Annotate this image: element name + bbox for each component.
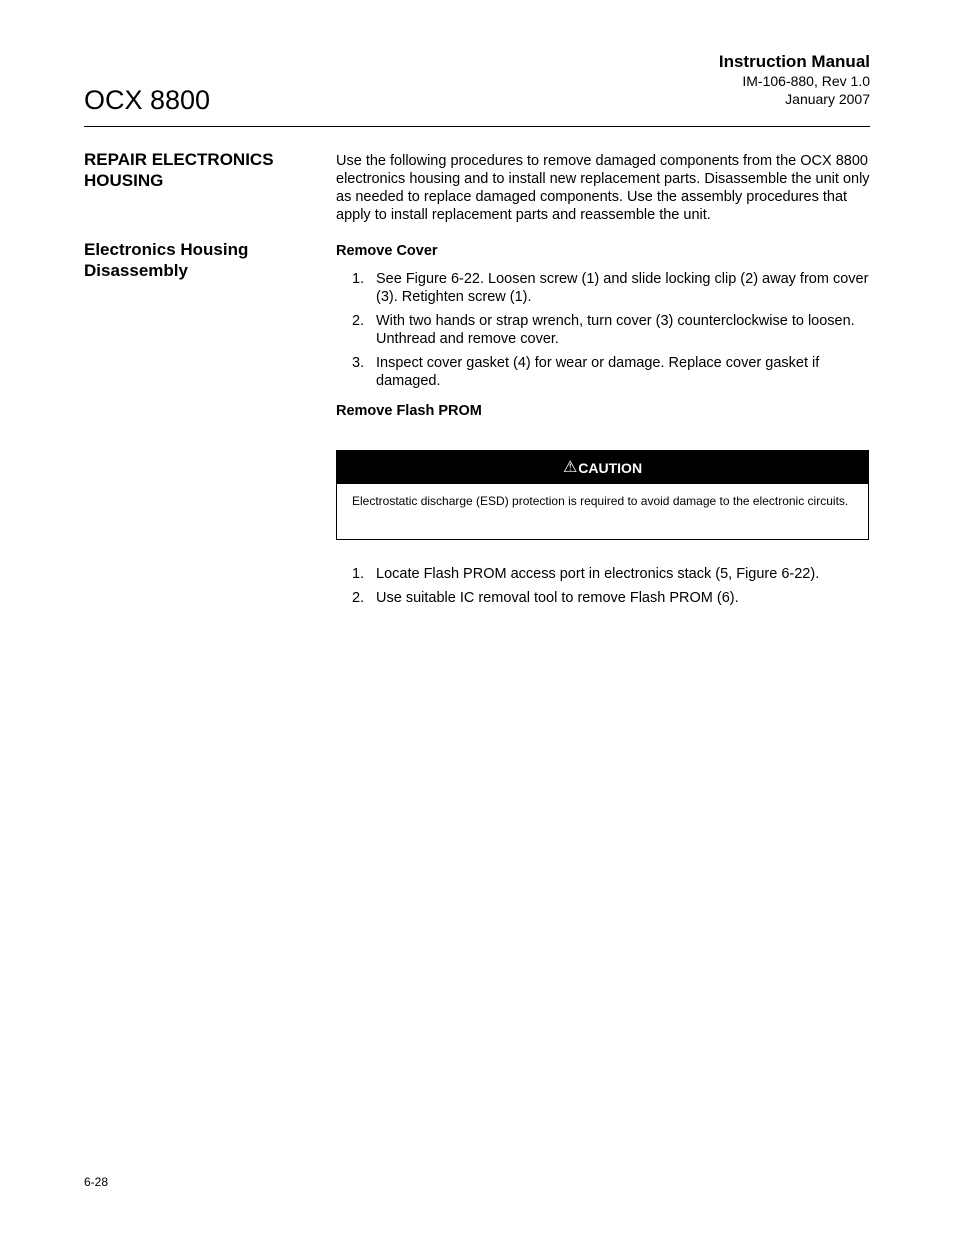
step-number: 1. xyxy=(352,566,365,582)
step-text: Locate Flash PROM access port in electronics stack (5, Figure 6-22). xyxy=(376,566,820,582)
document-header-info xyxy=(719,51,870,108)
step-number: 1. xyxy=(352,271,365,287)
subheading-remove-cover: Remove Cover xyxy=(336,243,438,259)
step-number: 2. xyxy=(352,313,365,329)
remove-cover-steps xyxy=(336,270,870,396)
list-item xyxy=(336,312,870,348)
heading-line: HOUSING xyxy=(84,171,164,190)
step-text: See Figure 6-22. Loosen screw (1) and slide locking clip (2) away from cover (3). Retighten screw (1). xyxy=(376,271,869,305)
warning-triangle-icon: ⚠ xyxy=(562,458,578,476)
caution-box xyxy=(336,450,869,540)
section-heading-electronics-housing-disassembly xyxy=(84,239,314,281)
document-date: January 2007 xyxy=(785,91,870,107)
page-number: 6-28 xyxy=(84,1175,109,1189)
header-divider xyxy=(84,126,870,127)
step-text: With two hands or strap wrench, turn cover (3) counterclockwise to loosen. Unthread and remove cover. xyxy=(376,313,855,347)
caution-title: CAUTION xyxy=(578,459,643,476)
list-item xyxy=(336,565,870,583)
step-text: Inspect cover gasket (4) for wear or damage. Replace cover gasket if damaged. xyxy=(376,355,820,389)
list-item xyxy=(336,354,870,390)
list-item xyxy=(336,270,870,306)
step-number: 3. xyxy=(352,355,365,371)
heading-line: Disassembly xyxy=(84,261,188,280)
document-number: IM-106-880, Rev 1.0 xyxy=(742,73,870,89)
list-item xyxy=(336,589,870,607)
heading-line: REPAIR ELECTRONICS xyxy=(84,150,274,169)
step-text: Use suitable IC removal tool to remove Flash PROM (6). xyxy=(376,590,739,606)
caution-header xyxy=(337,451,868,484)
caution-text: Electrostatic discharge (ESD) protection is required to avoid damage to the electronic circuits. xyxy=(352,494,849,508)
repair-intro-paragraph: Use the following procedures to remove damaged components from the OCX 8800 electronics housing and to install new replacement parts. Disassemble the unit only as needed to replace damaged components. Use the assembly procedures that apply to install replacement parts and reassemble the unit. xyxy=(336,153,870,223)
section-heading-repair-electronics-housing xyxy=(84,149,314,191)
heading-line: Electronics Housing xyxy=(84,240,249,259)
remove-flash-prom-steps xyxy=(336,565,870,613)
manual-title: Instruction Manual xyxy=(718,52,870,71)
subheading-remove-flash-prom: Remove Flash PROM xyxy=(336,403,482,419)
step-number: 2. xyxy=(352,590,365,606)
product-title: OCX 8800 xyxy=(84,85,211,115)
